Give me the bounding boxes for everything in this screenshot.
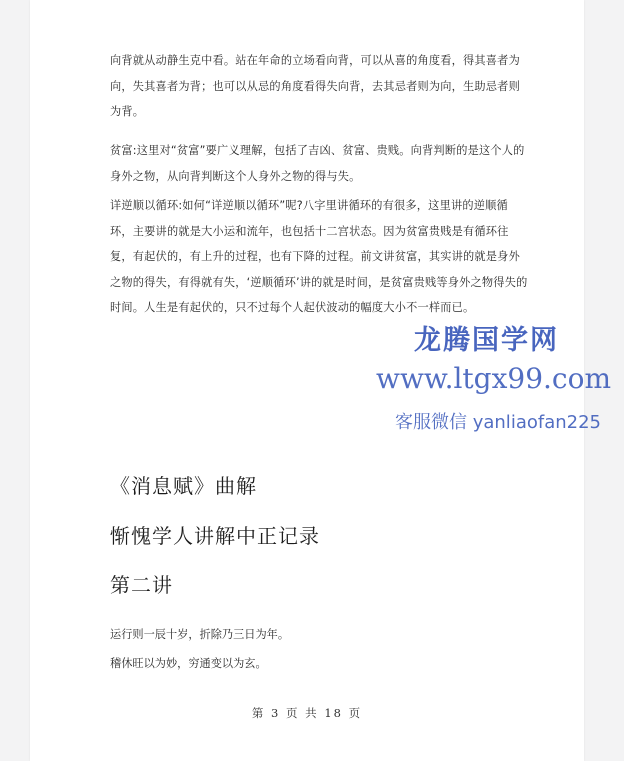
lecture-title: 第二讲 bbox=[110, 573, 173, 597]
verse-line-2: 稽休旺以为妙，穷通变以为玄。 bbox=[110, 657, 267, 670]
verse-line-1: 运行则一辰十岁，折除乃三日为年。 bbox=[110, 628, 290, 641]
section-title: 《消息赋》曲解 bbox=[110, 474, 257, 498]
watermark-contact: 客服微信 yanliaofan225 bbox=[395, 412, 601, 433]
paragraph-nishun: 详逆顺以循环:如何“详逆顺以循环”呢?八字里讲循环的有很多，这里讲的逆顺循环，主要讲的就是大小运和流年，也包括十二宫状态。因为贫富贵贱是有循环往复，有起伏的，有上升的过程，也有下降的过程。前文讲贫富，其实讲的就是身外之物的得失，有得就有失，‘逆顺循环’讲的就是时间，是贫富贵贱等身外之物得失的时间。人生是有起伏的，只不过每个人起伏波动的幅度大小不一样而已。 bbox=[110, 199, 528, 314]
paragraph-pinfu: 贫富:这里对“贫富”要广义理解，包括了吉凶、贫富、贵贱。向背判断的是这个人的身外之物，从向背判断这个人身外之物的得与失。 bbox=[110, 144, 525, 183]
page-footer: 第 3 页 共 18 页 bbox=[251, 706, 363, 720]
watermark-site-name: 龙腾国学网 bbox=[414, 325, 559, 356]
watermark-url: www.ltgx99.com bbox=[376, 362, 612, 395]
paragraph-xiangbei: 向背就从动静生克中看。站在年命的立场看向背，可以从喜的角度看，得其喜者为向，失其喜者为背；也可以从忌的角度看得失向背，去其忌者则为向，生助忌者则为背。 bbox=[110, 54, 520, 118]
section-subtitle: 惭愧学人讲解中正记录 bbox=[110, 524, 320, 548]
